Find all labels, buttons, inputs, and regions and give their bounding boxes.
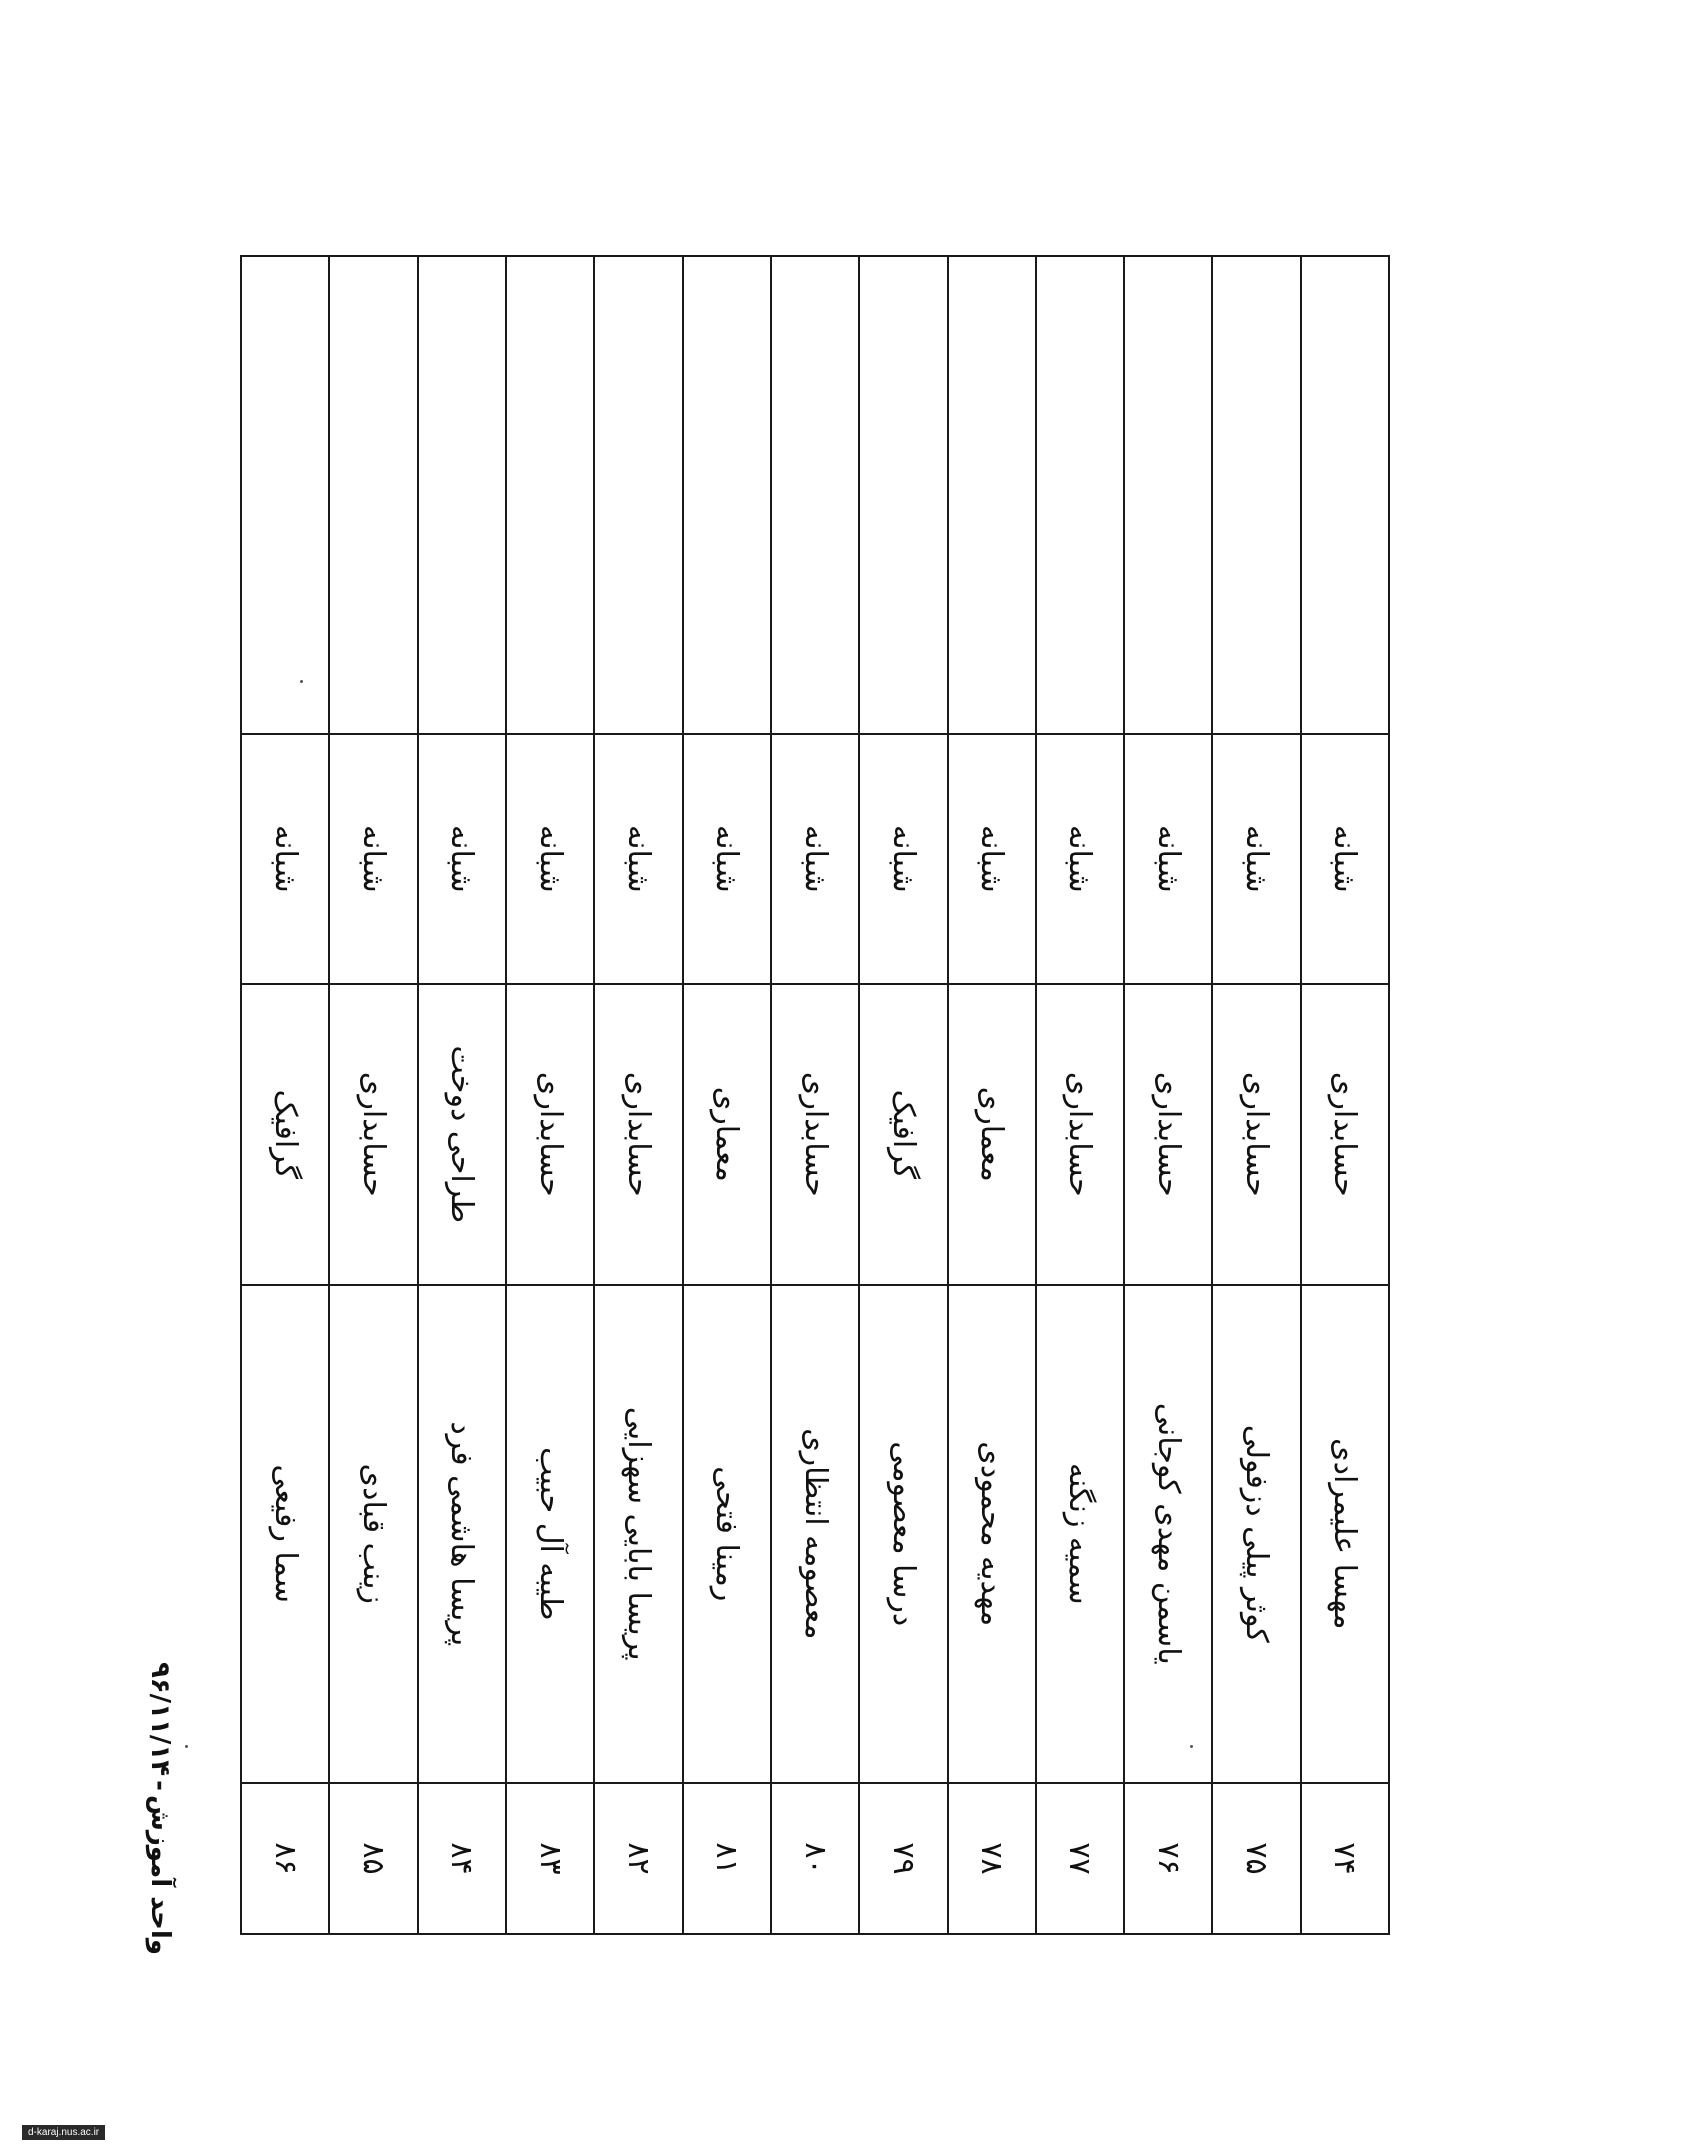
student-name: سما رفیعی — [241, 1285, 329, 1784]
table-row — [1212, 256, 1300, 1934]
field-of-study: حسابداری — [1036, 984, 1124, 1284]
row-number: ۸۲ — [594, 1783, 682, 1934]
field-of-study: حسابداری — [1124, 984, 1212, 1284]
note-cell — [859, 256, 947, 734]
table-body — [241, 256, 1389, 1934]
note-cell — [329, 256, 417, 734]
student-name: درسا معصومی — [859, 1285, 947, 1784]
student-name: سمیه زنگنه — [1036, 1285, 1124, 1784]
row-number: ۷۴ — [1301, 1783, 1389, 1934]
note-cell — [771, 256, 859, 734]
field-of-study: گرافیک — [241, 984, 329, 1284]
table-row — [329, 256, 417, 1934]
note-cell — [1301, 256, 1389, 734]
table-row — [771, 256, 859, 1934]
field-of-study: حسابداری — [771, 984, 859, 1284]
field-of-study: حسابداری — [506, 984, 594, 1284]
field-of-study: حسابداری — [594, 984, 682, 1284]
table-row — [594, 256, 682, 1934]
field-of-study: حسابداری — [1301, 984, 1389, 1284]
footer-signature: واحد آموزش-۹۶/۱۱/۱۴ — [145, 1661, 175, 1955]
row-number: ۸۳ — [506, 1783, 594, 1934]
scan-speck — [185, 1745, 188, 1748]
field-of-study: معماری — [948, 984, 1036, 1284]
study-shift: شبانه — [594, 734, 682, 984]
student-name: مهسا علیمرادی — [1301, 1285, 1389, 1784]
row-number: ۸۰ — [771, 1783, 859, 1934]
note-cell — [594, 256, 682, 734]
row-number: ۸۵ — [329, 1783, 417, 1934]
student-name: یاسمن مهدی کوجانی — [1124, 1285, 1212, 1784]
note-cell — [506, 256, 594, 734]
study-shift: شبانه — [506, 734, 594, 984]
footer-office: واحد آموزش — [145, 1794, 175, 1955]
field-of-study: حسابداری — [1212, 984, 1300, 1284]
scan-speck — [300, 680, 303, 683]
study-shift: شبانه — [241, 734, 329, 984]
note-cell — [1124, 256, 1212, 734]
row-number: ۷۷ — [1036, 1783, 1124, 1934]
study-shift: شبانه — [1036, 734, 1124, 984]
study-shift: شبانه — [948, 734, 1036, 984]
study-shift: شبانه — [859, 734, 947, 984]
study-shift: شبانه — [1124, 734, 1212, 984]
note-cell — [683, 256, 771, 734]
note-cell — [1036, 256, 1124, 734]
table-row — [859, 256, 947, 1934]
row-number: ۷۶ — [1124, 1783, 1212, 1934]
field-of-study: طراحی دوخت — [418, 984, 506, 1284]
row-number: ۷۵ — [1212, 1783, 1300, 1934]
table-row — [1036, 256, 1124, 1934]
study-shift: شبانه — [1301, 734, 1389, 984]
field-of-study: گرافیک — [859, 984, 947, 1284]
row-number: ۷۹ — [859, 1783, 947, 1934]
student-name: طیبه آل حبیب — [506, 1285, 594, 1784]
table-row — [418, 256, 506, 1934]
student-name: زینب قبادی — [329, 1285, 417, 1784]
table-row — [506, 256, 594, 1934]
study-shift: شبانه — [329, 734, 417, 984]
table-row — [241, 256, 329, 1934]
scan-speck — [1190, 1745, 1193, 1748]
field-of-study: حسابداری — [329, 984, 417, 1284]
rotated-sheet — [145, 255, 1390, 1955]
table-row — [1124, 256, 1212, 1934]
table-row — [1301, 256, 1389, 1934]
student-table — [240, 255, 1390, 1935]
footer-date: ۹۶/۱۱/۱۴ — [145, 1661, 175, 1777]
note-cell — [418, 256, 506, 734]
student-name: رمینا فتحی — [683, 1285, 771, 1784]
student-name: کوثر پیلی دزفولی — [1212, 1285, 1300, 1784]
site-watermark: d-karaj.nus.ac.ir — [22, 2125, 105, 2140]
student-name: مهدیه محمودی — [948, 1285, 1036, 1784]
row-number: ۷۸ — [948, 1783, 1036, 1934]
row-number: ۸۱ — [683, 1783, 771, 1934]
study-shift: شبانه — [771, 734, 859, 984]
student-name: پریسا هاشمی فرد — [418, 1285, 506, 1784]
table-row — [948, 256, 1036, 1934]
note-cell — [241, 256, 329, 734]
note-cell — [1212, 256, 1300, 734]
row-number: ۸۶ — [241, 1783, 329, 1934]
study-shift: شبانه — [683, 734, 771, 984]
study-shift: شبانه — [1212, 734, 1300, 984]
row-number: ۸۴ — [418, 1783, 506, 1934]
student-name: معصومه انتظاری — [771, 1285, 859, 1784]
note-cell — [948, 256, 1036, 734]
field-of-study: معماری — [683, 984, 771, 1284]
study-shift: شبانه — [418, 734, 506, 984]
table-row — [683, 256, 771, 1934]
student-name: پریسا بابایی سهزایی — [594, 1285, 682, 1784]
